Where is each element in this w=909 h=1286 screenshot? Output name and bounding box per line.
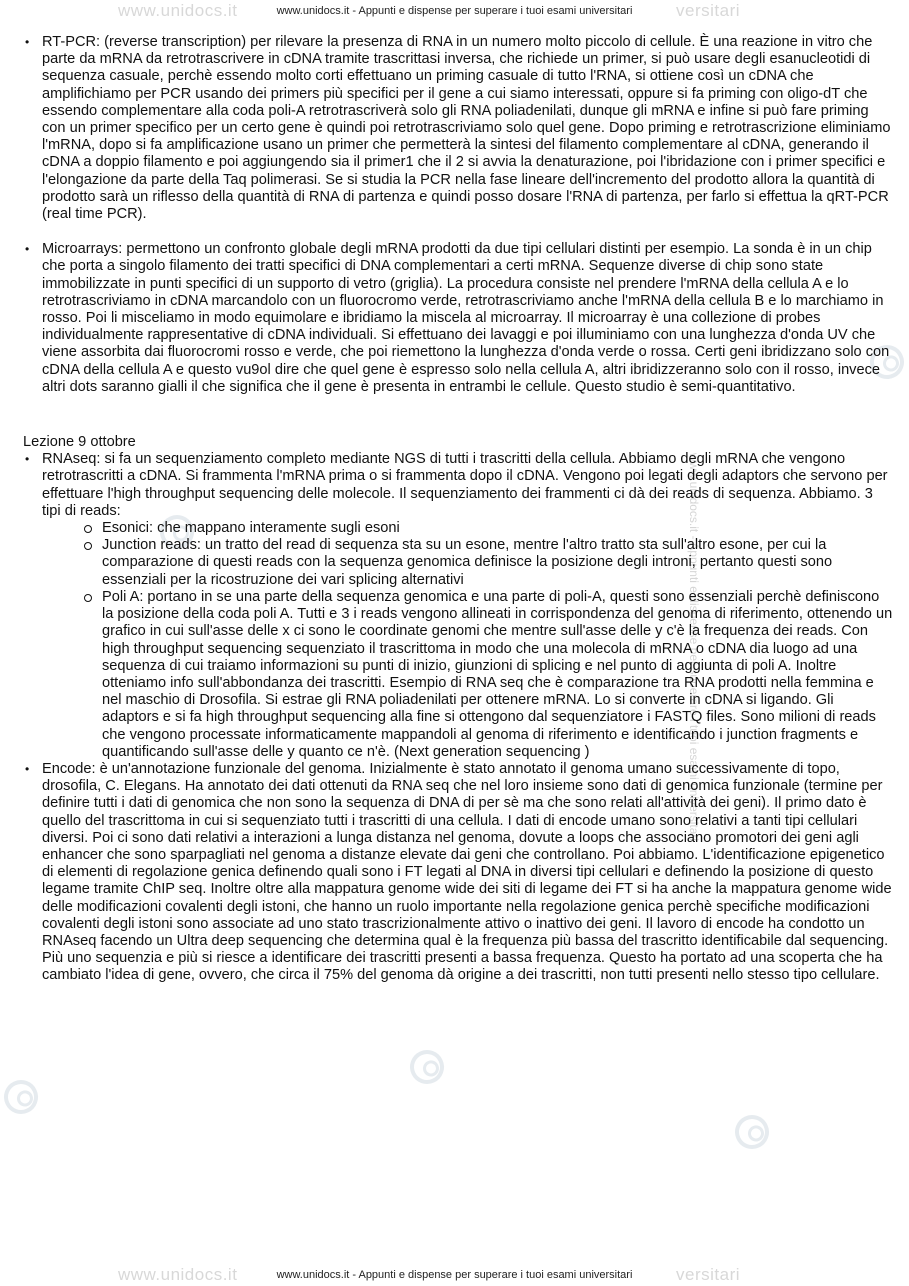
lesson-heading: Lezione 9 ottobre	[23, 434, 136, 451]
bullet-list-lesson	[23, 451, 893, 984]
watermark-ghost-top-right: versitari	[676, 1, 741, 20]
document-body	[23, 34, 893, 985]
reads-item-esonici	[82, 520, 893, 537]
reads-sublist	[42, 520, 893, 761]
watermark-ghost-bottom-left: www.unidocs.it	[118, 1265, 238, 1284]
microarrays-text: • Microarrays: permettono un confronto globale degli mRNA prodotti da due tipi cellulari distinti per esempio. La sonda è in un chip che porta a singolo filamento dei tratti specifici di DNA complementari a certi mRNA. Sequenze diverse di chip sono state immobilizzate in punti specifici di un supporto di vetro (griglia). La procedura consiste nel prendere l'mRNA della cellula A e lo retrotrascriviamo in cDNA marcandolo con un fluorocromo verde, retrotrascriviamo anche l'mRNA della cellula B e lo marchiamo in rosso. Poi li misceliamo in modo equimolare e ibridiamo la miscela al microarray. Il microarray è una collezione di probes individualmente rappresentative di cDNA individuali. Si effettuano dei lavaggi e poi illuminiamo con una lunghezza d'onda UV che viene assorbita dai fluorocromi rosso e verde, che poi riemettono la lunghezza d'onda verde o rossa. Certi geni ibridizzano solo con cDNA della cellula A e questo vu9ol dire che quel gene è espresso solo nella cellula A, altri ibridizzeranno solo con il rosso, invece altri dots saranno gialli il che significa che il gene è presenta in entrambi le cellule. Questo studio è semi-quantitativo.	[42, 241, 890, 395]
watermark-ghost-bottom-right: versitari	[676, 1265, 741, 1284]
paragraph-encode	[23, 761, 893, 985]
rnaseq-intro-text: • RNAseq: si fa un sequenziamento completo mediante NGS di tutti i trascritti della cellula. Abbiamo degli mRNA che vengono retrotrascritti a cDNA. Si frammenta l'mRNA prima o si frammenta dopo il cDNA. Vengono poi legati degli adaptors che servono per effettuare l'high throughput sequencing delle molecole. Il sequenziamento dei frammenti ci dà dei reads di sequenza. Abbiamo. 3 tipi di reads:	[42, 451, 888, 519]
watermark-logo-icon	[0, 1074, 44, 1119]
paragraph-rt-pcr	[23, 34, 893, 223]
paragraph-rnaseq	[23, 451, 893, 761]
reads-item-text: Esonici: che mappano interamente sugli esoni	[102, 520, 400, 537]
page-footer-watermark: www.unidocs.it - Appunti e dispense per superare i tuoi esami universitari	[276, 1269, 633, 1281]
rt-pcr-text: • RT-PCR: (reverse transcription) per rilevare la presenza di RNA in un numero molto piccolo di cellule. È una reazione in vitro che parte da mRNA da retrotrascrivere in cDNA tramite trascrittasi inversa, che richiede un primer, si può usare degli esanucleotidi di sequenza casuale, perchè essendo molto corti effettuano un priming casuale di tutto l'RNA, si ottiene così un cDNA che amplifichiamo per PCR usando dei primers più specifici per il gene a cui siamo interessati, oppure si fa priming con oligo-dT che essendo complementare alla coda poli-A retrotrascriverà solo gli RNA poliadenilati, dunque gli mRNA e infine si può fare priming con un primer specifico per un certo gene è quindi poi retrotrascriviamo solo quel gene. Dopo priming e retrotrascrizione eliminiamo l'mRNA, dopo si fa amplificazione usano un primer che permetterà la sintesi del filamento complementare al cDNA, generando il cDNA a doppio filamento e poi aggiungendo sia il primer1 che il 2 si avvia la denaturazione, poi l'ibridazione con i primer specifici e l'elongazione da parte della Taq polimerasi. Se si studia la PCR nella fase lineare dell'incremento del prodotto allora la quantità di prodotto sarà un riflesso della quantità di RNA di partenza e quindi posso dosare l'RNA di partenza, per farlo si effettua la qRT-PCR (real time PCR).	[42, 34, 891, 223]
reads-item-junction	[82, 537, 893, 589]
bullet-list-top	[23, 34, 893, 396]
watermark-vertical-right: www.unidocs.it - Appunti e dispense per superare i tuoi esami universitari	[687, 452, 702, 842]
watermark-logo-icon	[404, 1044, 449, 1089]
page-header-watermark: www.unidocs.it - Appunti e dispense per superare i tuoi esami universitari	[276, 5, 633, 17]
encode-text: • Encode: è un'annotazione funzionale del genoma. Inizialmente è stato annotato il genoma umano successivamente di topo, drosofila, C. Elegans. Ha annotato dei dati ottenuti da RNA seq che nel loro insieme sono dati di genomica funzionale (termine per definire tutti i dati di genomica che non sono la sequenza di DNA di per sè ma che sono relati all'attività dei geni). Il primo dato è quello del trascrittoma in cui si sequenziato tutti i trascritti di una cellula. I dati di encode umano sono relativi a tanti tipi cellulari diversi. Poi ci sono dati relativi a interazioni a lunga distanza nel genoma, dovute a loops che associano promotori dei geni agli enhancer che sono sparpagliati nel genoma a distanze elevate dai geni che controllano. Poi abbiamo. L'identificazione epigenetico di elementi di regolazione genica definendo quali sono i FT legati al DNA in diversi tipi cellulari e definendo la posizione di questo legame tramite ChIP seq. Inoltre oltre alla mappatura genome wide dei siti di legame dei FT si ha anche la mappatura genome wide delle modificazioni covalenti degli istoni, che hanno un ruolo importante nella regolazione genica perchè specifiche modificazioni covalenti degli istoni sono associate ad uno stato trascrizionalmente attivo o inattivo dei geni. Il lavoro di encode ha condotto un RNAseq facendo un Ultra deep sequencing che determina qual è la frequenza più bassa del trascritto identificabile dal sequencing. Più uno sequenzia e più si riesce a identificare dei trascritti presenti a bassa frequenza. Questo ha portato ad una scoperta che ha cambiato l'idea di gene, ovvero, che circa il 75% del genoma dà origine a dei trascritti, non tutti presenti nello stesso tipo cellulare.	[42, 760, 892, 984]
reads-item-text: Poli A: portano in se una parte della sequenza genomica e una parte di poli-A, questi sono essenziali perchè definiscono la posizione della coda poli A. Tutti e 3 i reads vengono allineati in corrispondenza del genoma di riferimento, ottenendo un grafico in cui sull'asse delle x ci sono le coordinate genomi che mentre sull'asse delle y c'è la frequenza dei reads. Con high throughput sequencing sequenziato il trascrittoma in modo che una molecola di mRNA o cDNA dia luogo ad una sequenza di cui traiamo informazioni su punti di inizio, giunzioni di splicing e nel punto di aggiunta di poli A. Inoltre otteniamo info sull'abbondanza dei trascritti. Esempio di RNA seq che è comparazione tra RNA prodotti nella femmina e nel maschio di Drosofila. Si estrae gli RNA poliadenilati per ottenere mRNA. Lo si converte in cDNA si ligando. Gli adaptors e si fa high throughput sequencing alla fine si ottengono dal sequenziatore i FASTQ files. Sono milioni di reads che vengono processate informaticamente mappandoli al genoma di riferimento e identificando i junction fragments e quantificando sull'asse delle y quanto ce n'è. (Next generation sequencing )	[102, 588, 893, 760]
watermark-logo-icon	[729, 1109, 774, 1154]
reads-item-text: Junction reads: un tratto del read di sequenza sta su un esone, mentre l'altro tratto sta sull'altro esone, per cui la comparazione di questi reads con la sequenza genomica definisce la posizione degli introni, pertanto questi sono essenziali per la ricostruzione dei vari splicing alternativi	[102, 537, 833, 588]
reads-item-polia	[82, 589, 893, 761]
watermark-ghost-top-left: www.unidocs.it	[118, 1, 238, 20]
paragraph-microarrays	[23, 241, 893, 396]
